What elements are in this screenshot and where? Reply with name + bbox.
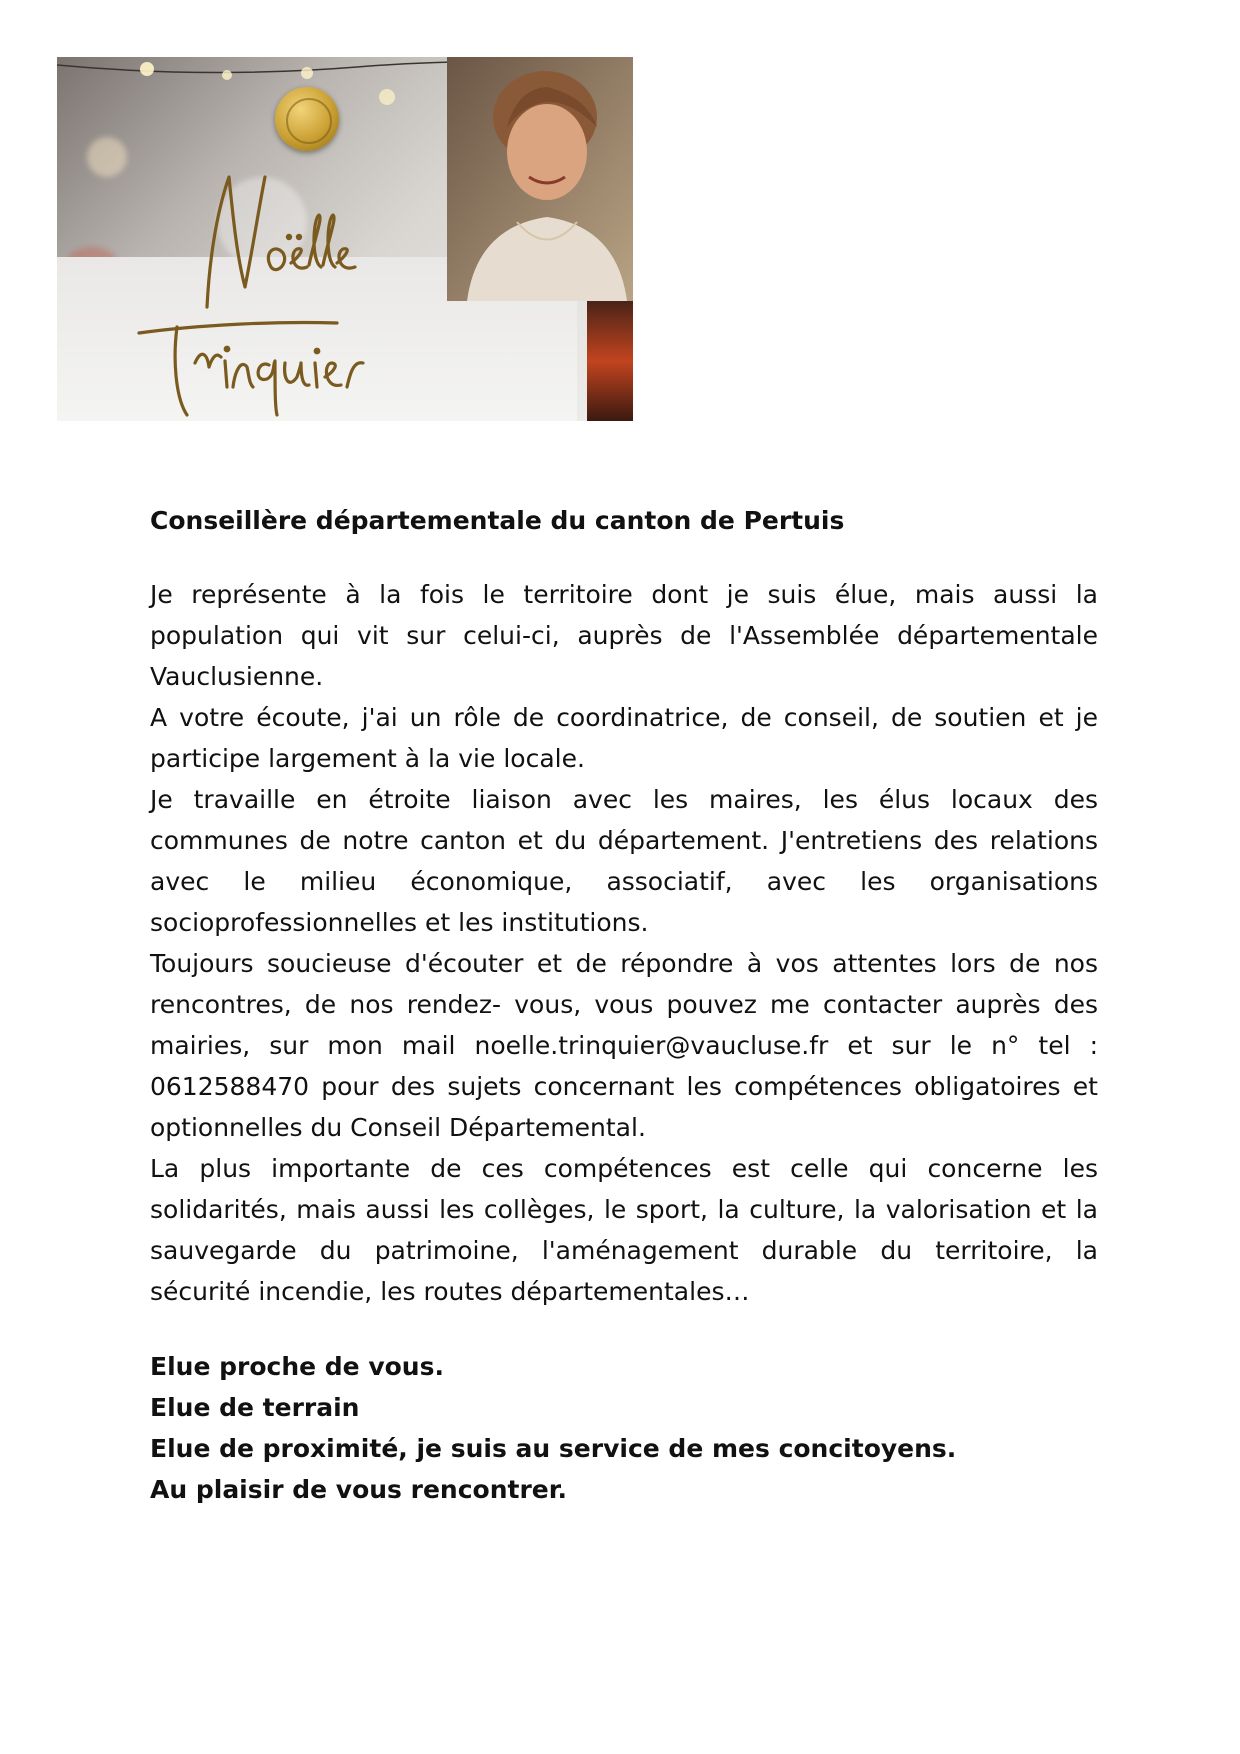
header-banner-image [57, 57, 633, 421]
body-paragraph: A votre écoute, j'ai un rôle de coordinatrice, de conseil, de soutien et je participe largement à la vie locale. [150, 703, 1098, 773]
body-paragraph: Je représente à la fois le territoire dont je suis élue, mais aussi la population qui vit sur celui-ci, auprès de l'Assemblée départementale Vauclusienne. [150, 580, 1098, 691]
closing-line: Elue de proximité, je suis au service de mes concitoyens. [150, 1434, 957, 1463]
body-paragraph-contact: Toujours soucieuse d'écouter et de répondre à vos attentes lors de nos rencontres, de nos rendez- vous, vous pouvez me contacter auprès des mairies, sur mon mail noelle.trinquier@vaucluse.fr et sur le n° tel : 0612588470 pour des sujets concernant les compétences obligatoires et optionnelles du Conseil Départemental. [150, 949, 1098, 1142]
closing-line: Au plaisir de vous rencontrer. [150, 1475, 568, 1504]
background-red-light [587, 301, 633, 421]
closing-line: Elue proche de vous. [150, 1352, 444, 1381]
bokeh-light [87, 137, 127, 177]
signature-logo [137, 157, 477, 417]
body-paragraph: La plus importante de ces compétences est celle qui concerne les solidarités, mais aussi les collèges, le sport, la culture, la valorisation et la sauvegarde du patrimoine, l'aménagement durable du territoire, la sécurité incendie, les routes départementales… [150, 1154, 1098, 1306]
closing-statements [150, 1346, 1098, 1510]
page-heading: Conseillère départementale du canton de Pertuis [150, 506, 845, 535]
gold-wax-seal [275, 87, 339, 151]
closing-line: Elue de terrain [150, 1393, 360, 1422]
main-content [150, 500, 1098, 1510]
body-paragraph: Je travaille en étroite liaison avec les maires, les élus locaux des communes de notre canton et du département. J'entretiens des relations avec le milieu économique, associatif, avec les organisations socioprofessionnelles et les institutions. [150, 785, 1098, 937]
